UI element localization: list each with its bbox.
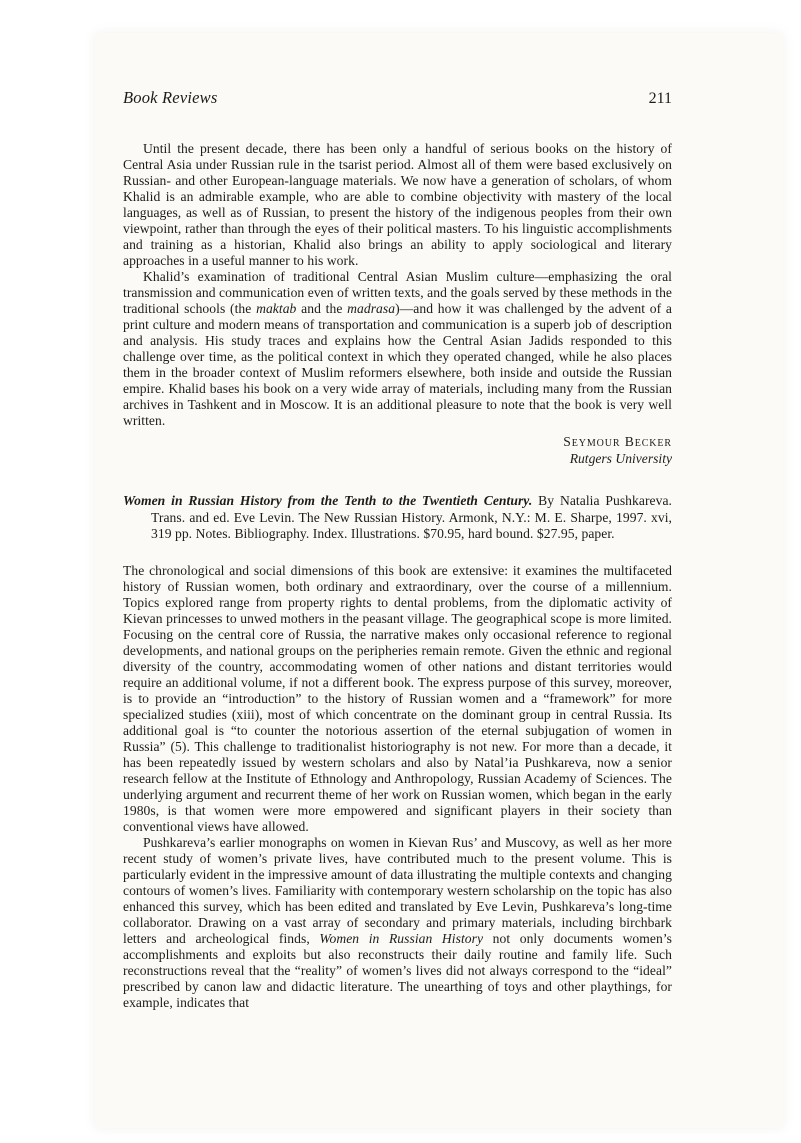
text-segment: Khalid’s examination of traditional Central Asian Muslim culture—emphasizing the oral transmission and communication even of written texts, and the goals served by these methods in the traditional schools (the	[123, 269, 672, 316]
text-segment: The chronological and social dimensions of this book are extensive: it examines the multifaceted history of Russian women, both ordinary and extraordinary, over the course of a millennium. Topics explored range from property rights to dental problems, from the diplomatic activity of Kievan princesses to unwed mothers in the peasant village. The geographical scope is more limited. Focusing on the central core of Russia, the narrative makes only occasional reference to regional developments, and national groups on the peripheries remain remote. Given the ethnic and regional diversity of the country, accommodating women of other nations and distant territories would require an additional volume, if not a different book. The express purpose of this survey, moreover, is to provide an “introduction” to the history of Russian women and a “framework” for more specialized studies (xiii), most of which concentrate on the dominant group in central Russia. Its additional goal is “to counter the notorious assertion of the eternal subjugation of women in Russia” (5). This challenge to traditionalist historiography is not new. For more than a decade, it has been repeatedly issued by western scholars and also by Natal’ia Pushkareva, now a senior research fellow at the Institute of Ethnology and Anthropology, Russian Academy of Sciences. The underlying argument and recurrent theme of her work on Russian women, which began in the early 1980s, is that women were more empowered and significant players in their society than conventional views have allowed.	[123, 562, 672, 834]
paragraph	[123, 141, 672, 269]
book-citation	[123, 493, 672, 543]
text-segment: maktab	[256, 301, 297, 316]
page-content	[123, 33, 672, 1011]
reviewer-affiliation: Rutgers University	[569, 450, 672, 466]
text-segment: By Natalia Pushkareva. Trans. and ed. Eve Levin. The New Russian History. Armonk, N.Y.: M. E. Sharpe, 1997. xvi, 319 pp. Notes. Bibliography. Index. Illustrations. $70.95, hard bound. $27.95, paper.	[151, 493, 672, 541]
text-segment: Women in Russian History	[319, 930, 484, 946]
page-number: 211	[648, 90, 672, 107]
text-segment: not only documents women’s accomplishments and exploits but also reconstructs their daily routine and family life. Such reconstructions reveal that the “reality” of women’s lives did not always correspond to the “ideal” prescribed by canon law and didactic literature. The unearthing of toys and other playthings, for example, indicates that	[123, 930, 673, 1010]
text-segment: madrasa	[347, 301, 396, 316]
text-segment: Pushkareva’s earlier monographs on women in Kievan Rus’ and Muscovy, as well as her more recent study of women’s private lives, have contributed much to the present volume. This is particularly evident in the impressive amount of data illustrating the multiple contexts and changing contours of women’s lives. Familiarity with contemporary western scholarship on the topic has also enhanced this survey, which has been edited and translated by Eve Levin, Pushkareva’s long-time collaborator. Drawing on a vast array of secondary and primary materials, including birchbark letters and archeological finds,	[123, 834, 672, 946]
paragraph	[123, 269, 672, 429]
review-pushkareva-body	[123, 563, 672, 1011]
text-segment: Until the present decade, there has been only a handful of serious books on the history of Central Asia under Russian rule in the tsarist period. Almost all of them were based exclusively on Russian- and other European-language materials. We now have a generation of scholars, of whom Khalid is an admirable example, who are able to combine objectivity with mastery of the local languages, as well as of Russian, to present the history of the indigenous peoples from their own viewpoint, rather than through the eyes of their political masters. To his linguistic accomplishments and training as a historian, Khalid also brings an ability to apply sociological and literary approaches in a useful manner to his work.	[123, 141, 672, 268]
paragraph	[123, 563, 672, 835]
running-header	[123, 88, 672, 108]
page	[95, 33, 783, 1128]
text-segment: Women in Russian History from the Tenth to the Twentieth Century.	[123, 493, 533, 508]
reviewer-signature	[123, 434, 672, 467]
review-khalid-conclusion	[123, 141, 672, 429]
paragraph	[123, 835, 672, 1011]
text-segment: and the	[296, 301, 348, 316]
text-segment: )—and how it was challenged by the advent of a print culture and modern means of transportation and communication is a superb job of description and analysis. His study traces and explains how the Central Asian Jadids responded to this challenge over time, as the political context in which they operated changed, while he also places them in the broader context of Muslim reformers elsewhere, both inside and outside the Russian empire. Khalid bases his book on a very wide array of materials, including many from the Russian archives in Tashkent and in Moscow. It is an additional pleasure to note that the book is very well written.	[123, 301, 673, 428]
running-title: Book Reviews	[123, 88, 218, 107]
reviewer-name: Seymour Becker	[563, 434, 672, 449]
